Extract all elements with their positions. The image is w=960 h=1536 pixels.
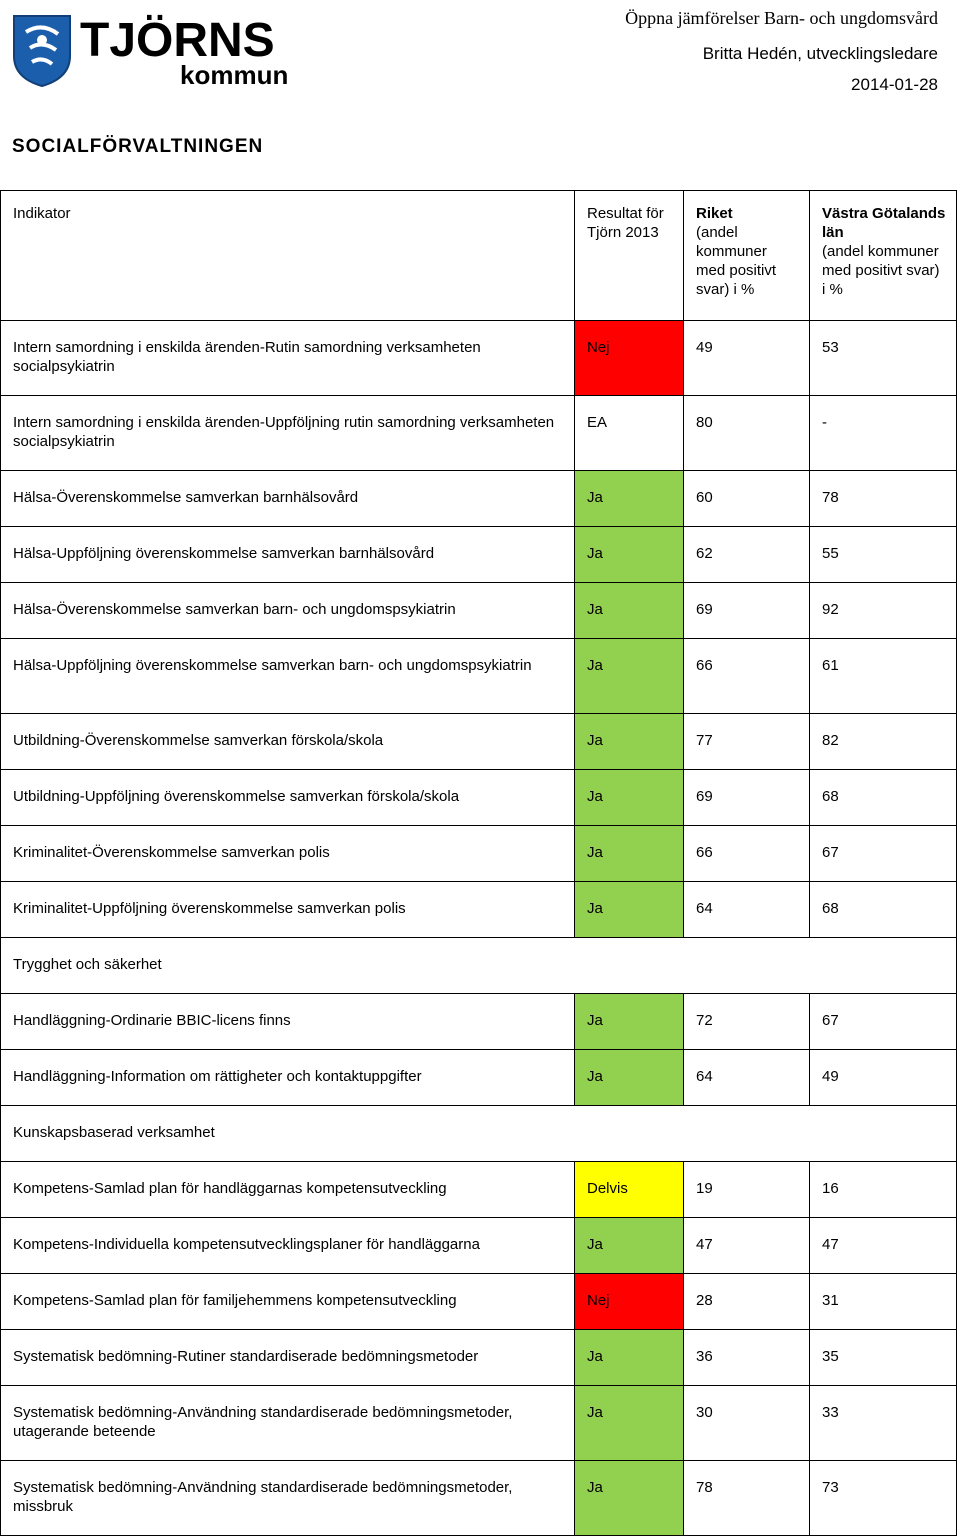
indicator-cell: Kriminalitet-Överenskommelse samverkan polis [1,826,575,882]
header-riket [684,191,810,321]
vg-cell: 78 [810,471,957,527]
result-cell: Ja [575,527,684,583]
table-section-row [1,938,957,994]
riket-cell: 80 [684,396,810,471]
table-row [1,1274,957,1330]
riket-cell: 69 [684,583,810,639]
result-cell: Ja [575,1386,684,1461]
table-row [1,994,957,1050]
riket-cell: 64 [684,1050,810,1106]
indicator-cell: Utbildning-Uppföljning överenskommelse samverkan förskola/skola [1,770,575,826]
vg-cell: 31 [810,1274,957,1330]
table-row [1,1050,957,1106]
header-indicator: Indikator [1,191,575,321]
result-cell: Nej [575,1274,684,1330]
result-cell: Nej [575,321,684,396]
document-date: 2014-01-28 [851,75,938,94]
vg-cell: - [810,396,957,471]
indicator-cell: Hälsa-Överenskommelse samverkan barn- och ungdomspsykiatrin [1,583,575,639]
header-vg-title: Västra Götalands län [822,205,946,241]
section-label: Kunskapsbaserad verksamhet [1,1106,957,1162]
riket-cell: 62 [684,527,810,583]
indicator-cell: Hälsa-Uppföljning överenskommelse samverkan barn- och ungdomspsykiatrin [1,639,575,714]
riket-cell: 69 [684,770,810,826]
table-row [1,1330,957,1386]
riket-cell: 47 [684,1218,810,1274]
header-riket-title: Riket [696,205,733,222]
table-row [1,583,957,639]
table-row [1,471,957,527]
riket-cell: 66 [684,639,810,714]
vg-cell: 55 [810,527,957,583]
vg-cell: 67 [810,994,957,1050]
table-row [1,1386,957,1461]
indicator-cell: Systematisk bedömning-Rutiner standardiserade bedömningsmetoder [1,1330,575,1386]
result-cell: Delvis [575,1162,684,1218]
table-row [1,714,957,770]
riket-cell: 49 [684,321,810,396]
riket-cell: 77 [684,714,810,770]
vg-cell: 35 [810,1330,957,1386]
document-author: Britta Hedén, utvecklingsledare [702,44,938,63]
table-row [1,1162,957,1218]
vg-cell: 73 [810,1461,957,1536]
indicator-cell: Systematisk bedömning-Användning standardiserade bedömningsmetoder, utagerande beteende [1,1386,575,1461]
indicator-cell: Utbildning-Överenskommelse samverkan förskola/skola [1,714,575,770]
indicator-cell: Handläggning-Information om rättigheter och kontaktuppgifter [1,1050,575,1106]
result-cell: Ja [575,994,684,1050]
vg-cell: 92 [810,583,957,639]
table-row [1,882,957,938]
result-cell: Ja [575,826,684,882]
indicator-cell: Hälsa-Överenskommelse samverkan barnhälsovård [1,471,575,527]
result-cell: EA [575,396,684,471]
riket-cell: 28 [684,1274,810,1330]
vg-cell: 68 [810,882,957,938]
result-cell: Ja [575,1461,684,1536]
table-row [1,1218,957,1274]
vg-cell: 47 [810,1218,957,1274]
riket-cell: 30 [684,1386,810,1461]
header-result: Resultat för Tjörn 2013 [575,191,684,321]
table-row [1,770,957,826]
table-row [1,826,957,882]
table-header-row [1,191,957,321]
riket-cell: 78 [684,1461,810,1536]
section-heading: SOCIALFÖRVALTNINGEN [12,136,264,157]
riket-cell: 19 [684,1162,810,1218]
indicator-cell: Handläggning-Ordinarie BBIC-licens finns [1,994,575,1050]
table-row [1,321,957,396]
riket-cell: 36 [684,1330,810,1386]
indicator-cell: Kompetens-Individuella kompetensutvecklingsplaner för handläggarna [1,1218,575,1274]
header-riket-desc: (andel kommuner med positivt svar) i % [696,224,777,298]
indicator-cell: Kompetens-Samlad plan för handläggarnas kompetensutveckling [1,1162,575,1218]
riket-cell: 64 [684,882,810,938]
riket-cell: 72 [684,994,810,1050]
section-label: Trygghet och säkerhet [1,938,957,994]
vg-cell: 49 [810,1050,957,1106]
result-cell: Ja [575,1050,684,1106]
vg-cell: 53 [810,321,957,396]
logo-text-main: TJÖRNS [80,14,275,67]
vg-cell: 61 [810,639,957,714]
riket-cell: 66 [684,826,810,882]
indicator-cell: Kriminalitet-Uppföljning överenskommelse samverkan polis [1,882,575,938]
result-cell: Ja [575,714,684,770]
result-cell: Ja [575,1330,684,1386]
riket-cell: 60 [684,471,810,527]
logo-text-sub: kommun [180,60,289,88]
tjorn-logo-graphic [12,12,302,88]
result-cell: Ja [575,639,684,714]
vg-cell: 33 [810,1386,957,1461]
header-vg [810,191,957,321]
vg-cell: 68 [810,770,957,826]
result-cell: Ja [575,770,684,826]
vg-cell: 67 [810,826,957,882]
result-cell: Ja [575,882,684,938]
indicator-cell: Intern samordning i enskilda ärenden-Rutin samordning verksamheten socialpsykiatrin [1,321,575,396]
result-cell: Ja [575,471,684,527]
table-section-row [1,1106,957,1162]
header-vg-desc: (andel kommuner med positivt svar) i % [822,243,940,298]
table-row [1,527,957,583]
result-cell: Ja [575,1218,684,1274]
tjorn-logo [12,12,302,88]
vg-cell: 82 [810,714,957,770]
vg-cell: 16 [810,1162,957,1218]
indicator-cell: Hälsa-Uppföljning överenskommelse samverkan barnhälsovård [1,527,575,583]
document-title: Öppna jämförelser Barn- och ungdomsvård [625,8,938,28]
indicator-cell: Systematisk bedömning-Användning standardiserade bedömningsmetoder, missbruk [1,1461,575,1536]
indicator-cell: Intern samordning i enskilda ärenden-Uppföljning rutin samordning verksamheten socialpsykiatrin [1,396,575,471]
table-row [1,1461,957,1536]
table-row [1,639,957,714]
indicator-cell: Kompetens-Samlad plan för familjehemmens kompetensutveckling [1,1274,575,1330]
indicator-table [0,190,957,1536]
result-cell: Ja [575,583,684,639]
table-row [1,396,957,471]
